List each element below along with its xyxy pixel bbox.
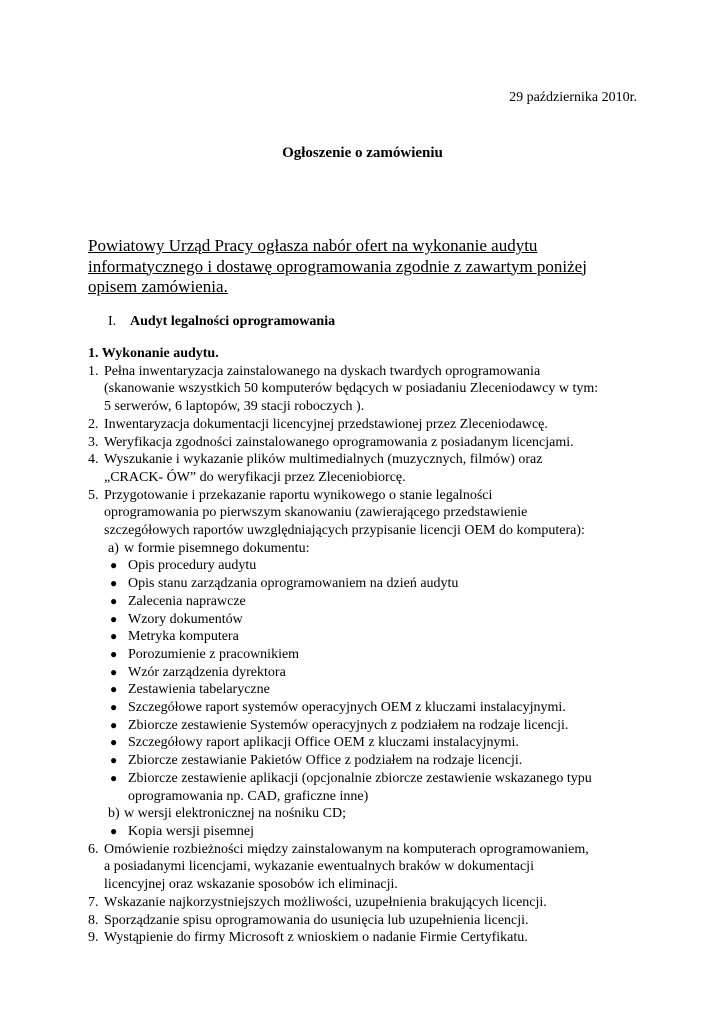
bullet-list-b	[88, 823, 648, 841]
item-number: 3.	[88, 434, 99, 450]
bullet-icon: ●	[110, 823, 118, 838]
item-number: 6.	[88, 841, 99, 857]
bullet-icon: ●	[110, 753, 118, 768]
bullet-icon: ●	[110, 735, 118, 750]
list-item	[88, 416, 648, 434]
bullet-text-line: Zbiorcze zestawienie aplikacji (opcjonalnie zbiorcze zestawienie wskazanego typu	[128, 770, 592, 786]
bullet-item	[88, 699, 648, 717]
item-text-line: Inwentaryzacja dokumentacji licencyjnej przedstawionej przez Zleceniodawcę.	[104, 416, 548, 432]
bullet-icon: ●	[110, 717, 118, 732]
item-number: 5.	[88, 487, 99, 503]
item-number: 4.	[88, 452, 99, 468]
bullet-text-line: Wzory dokumentów	[128, 611, 243, 627]
item-text-line: Wystąpienie do firmy Microsoft z wnioskiem o nadanie Firmie Certyfikatu.	[104, 930, 528, 946]
list-item	[88, 929, 648, 947]
bullet-icon: ●	[110, 646, 118, 661]
list-item	[88, 487, 648, 540]
item-text-line: Sporządzanie spisu oprogramowania do usunięcia lub uzupełnienia licencji.	[104, 912, 529, 928]
alpha-text: w wersji elektronicznej na nośniku CD;	[124, 806, 347, 822]
bullet-text-line: Kopia wersji pisemnej	[128, 823, 254, 839]
section-number: I.	[108, 314, 117, 329]
bullet-icon: ●	[110, 629, 118, 644]
item-number: 8.	[88, 912, 99, 928]
item-text-line: 5 serwerów, 6 laptopów, 39 stacji roboczych ).	[104, 399, 365, 415]
item-text-line: Pełna inwentaryzacja zainstalowanego na dyskach twardych oprogramowania	[104, 363, 541, 379]
list-item	[88, 363, 648, 416]
bullet-text-line: Opis procedury audytu	[128, 558, 257, 574]
bullet-item	[88, 593, 648, 611]
bullet-text-line: Porozumienie z pracownikiem	[128, 646, 300, 662]
item-text-line: Wskazanie najkorzystniejszych możliwości, uzupełnienia brakujących licencji.	[104, 894, 547, 910]
alpha-marker: a)	[108, 540, 119, 556]
bullet-text-line: Szczegółowy raport aplikacji Office OEM z kluczami instalacyjnymi.	[128, 735, 519, 751]
bullet-text-line: Metryka komputera	[128, 629, 239, 645]
list-item	[88, 912, 648, 930]
bullet-item	[88, 734, 648, 752]
alpha-text: w formie pisemnego dokumentu:	[124, 540, 310, 556]
bullet-item	[88, 823, 648, 841]
item-text-line: (skanowanie wszystkich 50 komputerów będących w posiadaniu Zleceniodawcy w tym:	[104, 381, 599, 397]
numbered-list-2	[88, 841, 648, 947]
bullet-text-line: Zbiorcze zestawienie Systemów operacyjnych z podziałem na rodzaje licencji.	[128, 717, 569, 733]
item-text-line: a posiadanymi licencjami, wykazanie ewentualnych braków w dokumentacji	[104, 859, 534, 875]
item-number: 2.	[88, 416, 99, 432]
bullet-icon: ●	[110, 611, 118, 626]
bullet-text-line: Szczegółowe raport systemów operacyjnych OEM z kluczami instalacyjnymi.	[128, 700, 566, 716]
bullet-item	[88, 628, 648, 646]
bullet-item	[88, 611, 648, 629]
bullet-item	[88, 557, 648, 575]
bullet-item	[88, 770, 648, 805]
document-date: 29 października 2010r.	[509, 90, 637, 105]
list-item	[88, 894, 648, 912]
bullet-item	[88, 575, 648, 593]
alpha-marker: b)	[108, 806, 120, 822]
intro-line-2: informatycznego i dostawę oprogramowania zgodnie z zawartym poniżej	[88, 256, 587, 276]
intro-line-1: Powiatowy Urząd Pracy ogłasza nabór ofert na wykonanie audytu	[88, 236, 538, 255]
section-title: Audyt legalności oprogramowania	[130, 314, 336, 329]
document-title: Ogłoszenie o zamówieniu	[282, 145, 443, 161]
bullet-text-line: Zestawienia tabelaryczne	[128, 682, 270, 698]
item-text-line: licencyjnej oraz wskazanie sposobów ich eliminacji.	[104, 877, 398, 893]
bullet-icon: ●	[110, 700, 118, 715]
item-text-line: Przygotowanie i przekazanie raportu wynikowego o stanie legalności	[104, 487, 493, 503]
bullet-text-line: Zbiorcze zestawianie Pakietów Office z podziałem na rodzaje licencji.	[128, 753, 523, 769]
item-text-line: Wyszukanie i wykazanie plików multimedialnych (muzycznych, filmów) oraz	[104, 452, 543, 468]
item-text-line: „CRACK- ÓW” do weryfikacji przez Zleceniobiorcę.	[104, 469, 406, 485]
numbered-list-1	[88, 363, 648, 540]
bullet-icon: ●	[110, 664, 118, 679]
list-item	[88, 841, 648, 894]
item-number: 9.	[88, 930, 99, 946]
bullet-item	[88, 664, 648, 682]
audit-list	[88, 345, 648, 947]
subheading: 1. Wykonanie audytu.	[88, 346, 219, 361]
list-item	[88, 451, 648, 486]
intro-paragraph	[88, 236, 638, 298]
bullet-list-a	[88, 557, 648, 805]
alpha-item-a	[88, 540, 648, 558]
item-text-line: Omówienie rozbieżności między zainstalowanym na komputerach oprogramowaniem,	[104, 841, 589, 857]
item-number: 7.	[88, 894, 99, 910]
bullet-item	[88, 681, 648, 699]
bullet-item	[88, 717, 648, 735]
bullet-text-line: Opis stanu zarządzania oprogramowaniem na dzień audytu	[128, 576, 459, 592]
item-number: 1.	[88, 363, 99, 379]
bullet-icon: ●	[110, 682, 118, 697]
bullet-icon: ●	[110, 558, 118, 573]
item-text-line: Weryfikacja zgodności zainstalowanego oprogramowania z posiadanym licencjami.	[104, 434, 574, 450]
bullet-icon: ●	[110, 576, 118, 591]
bullet-item	[88, 752, 648, 770]
bullet-icon: ●	[110, 770, 118, 785]
bullet-text-line: Zalecenia naprawcze	[128, 593, 246, 609]
item-text-line: oprogramowania po pierwszym skanowaniu (zawierającego przedstawienie	[104, 505, 528, 521]
bullet-text-line: oprogramowania np. CAD, graficzne inne)	[128, 788, 369, 804]
item-text-line: szczegółowych raportów uwzględniających przypisanie licencji OEM do komputera):	[104, 523, 585, 539]
bullet-item	[88, 646, 648, 664]
bullet-icon: ●	[110, 593, 118, 608]
list-item	[88, 434, 648, 452]
alpha-item-b	[88, 805, 648, 823]
section-heading	[108, 313, 335, 331]
bullet-text-line: Wzór zarządzenia dyrektora	[128, 664, 286, 680]
intro-line-3: opisem zamówienia.	[88, 277, 228, 296]
